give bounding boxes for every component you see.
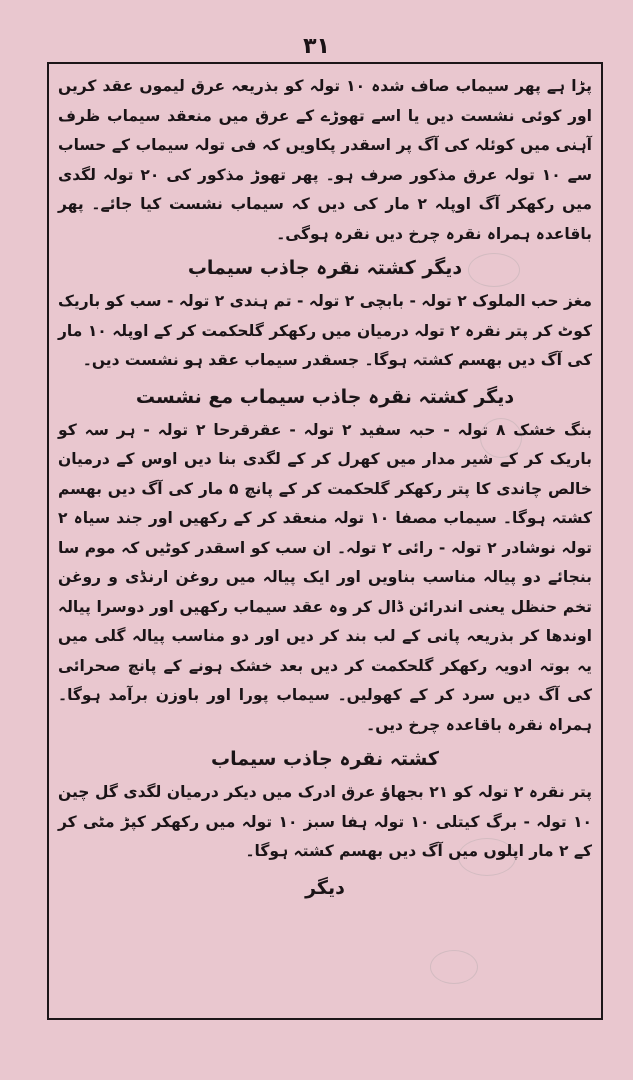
heading-2: دیگر کشتہ نقرہ جاذب سیماب مع نشست	[135, 385, 515, 408]
page-number: ۳۱	[303, 34, 330, 59]
paragraph-3: بنگ خشک ۸ تولہ - حبہ سفید ۲ تولہ - عقرقرحا ۲ تولہ - ہر سہ کو باریک کر کے شیر مدار میں کھرل کر کے لگدی بنا دیں اوس کے درمیان خالص چاندی کا پتر رکھکر گلحکمت کر کے پانچ ۵ مار کی آگ دیں بھسم کشتہ ہوگا۔ سیماب مصفا ۱۰ تولہ منعقد کر کے رکھیں اور جند سیاہ ۲ تولہ نوشادر ۲ تولہ - رائی ۲ تولہ۔ ان سب کو اسقدر کوٹیں کہ موم سا بنجائے دو پیالہ مناسب بناویں اور ایک پیالہ میں روغن ارنڈی و روغن تخم حنظل یعنی اندرائن ڈال کر وہ عقد سیماب رکھیں اور دوسرا پیالہ اوندھا کر بذریعہ پانی کے لب بند کر دیں اور دو مناسب پیالہ گلی میں یہ بوتہ ادویہ رکھکر گلحکمت کر دیں بعد خشک ہونے کے پانچ صحرائی کی آگ دیں سرد کر کے کھولیں۔ سیماب پورا اور باوزن برآمد ہوگا۔ ہمراہ نقرہ باقاعدہ چرخ دیں۔	[58, 420, 593, 734]
heading-1: دیگر کشتہ نقرہ جاذب سیماب	[187, 257, 463, 279]
paragraph-4: پتر نقرہ ۲ تولہ کو ۲۱ بجھاؤ عرق ادرک میں دیکر درمیان لگدی گل چین ۱۰ تولہ - برگ کیتلی ۱۰ تولہ ہفا سبز ۱۰ تولہ میں رکھکر کپڑ مٹی کر کے ۲ مار اپلوں میں آگ دیں بھسم کشتہ ہوگا۔	[58, 783, 592, 860]
heading-4: دیگر	[305, 876, 345, 899]
page-body	[58, 72, 592, 907]
margin-scribble-4	[430, 950, 478, 984]
paragraph-1: پڑا ہے پھر سیماب صاف شدہ ۱۰ تولہ کو بذریعہ عرق لیموں عقد کریں اور کوئی نشست دیں یا اسے تھوڑے کے عرق میں منعقد سیماب ظرف آہنی میں کوئلہ کی آگ پر اسقدر پکاویں کہ فی تولہ سیماب کے حساب سے ۱۰ تولہ عرق مذکور صرف ہو۔ پھر تھوڑ مذکور کی ۲۰ تولہ لگدی میں رکھکر آگ اوپلہ ۲ مار کی دیں کہ سیماب نشست کیا جائے۔ پھر باقاعدہ ہمراہ نقرہ چرخ دیں نقرہ ہوگی۔	[58, 77, 592, 243]
paragraph-2: مغز حب الملوک ۲ تولہ - بابچی ۲ تولہ - تم ہندی ۲ تولہ - سب کو باریک کوٹ کر پتر نقرہ ۲ تولہ درمیان میں رکھکر گلحکمت کر کے اوپلہ ۱۰ مار کی آگ دیں بھسم کشتہ ہوگا۔ جسقدر سیماب عقد ہو نشست دیں۔	[58, 292, 592, 369]
heading-3: کشتہ نقرہ جاذب سیماب	[211, 748, 439, 770]
